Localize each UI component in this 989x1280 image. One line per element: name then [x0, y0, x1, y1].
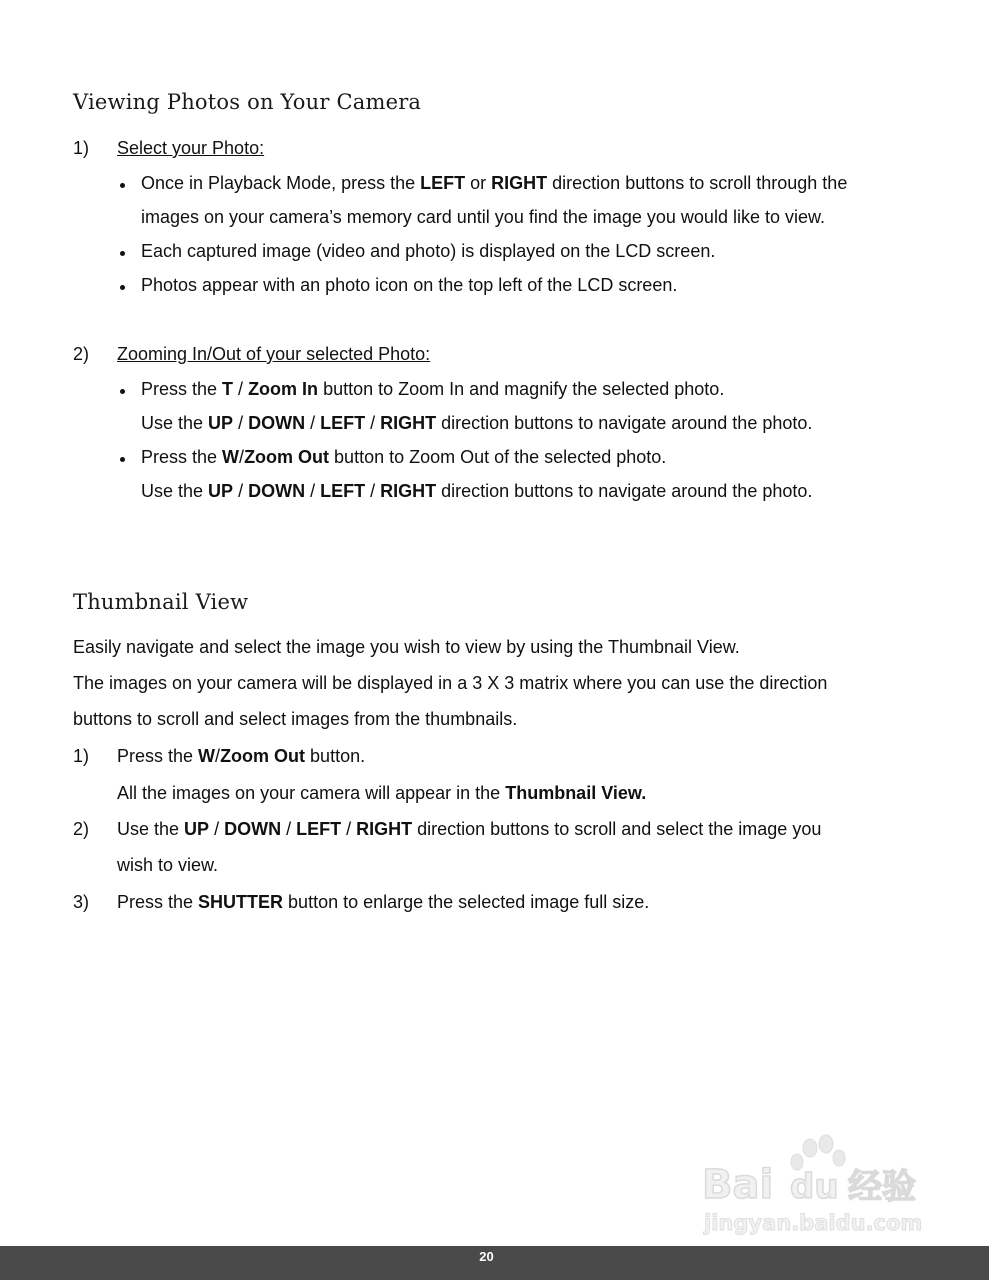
- brand-text-2: du: [790, 1167, 839, 1207]
- key-zoom-in: Zoom In: [248, 379, 319, 399]
- baidu-jingyan-watermark: [700, 1130, 940, 1240]
- step-text: [117, 818, 821, 840]
- text: or: [465, 173, 492, 193]
- bullet-text: Photos appear with an photo icon on the top left of the LCD screen.: [141, 275, 678, 295]
- text: Use the: [141, 413, 209, 433]
- text: Press the: [117, 746, 199, 766]
- bullet-text-continued: images on your camera’s memory card until you find the image you would like to view.: [141, 207, 825, 227]
- brand-text: Bai: [702, 1162, 774, 1208]
- bullet-icon: [120, 251, 125, 256]
- step-text: [117, 891, 649, 913]
- bullet-icon: [120, 183, 125, 188]
- key-down: DOWN: [248, 481, 306, 501]
- cn-text: 经验: [848, 1167, 916, 1207]
- step-number: 2): [73, 819, 90, 839]
- key-w: W: [222, 447, 240, 467]
- paw-toe-icon: [819, 1135, 833, 1153]
- text: Use the: [141, 481, 209, 501]
- key-zoom-out: Zoom Out: [220, 746, 306, 766]
- key-down: DOWN: [248, 413, 306, 433]
- bullet-icon: [120, 389, 125, 394]
- text: Press the: [141, 447, 223, 467]
- thumbnail-view-label: Thumbnail View.: [505, 783, 647, 803]
- bullet-text: [141, 378, 724, 400]
- text: button to enlarge the selected image full size.: [283, 892, 650, 912]
- text: /: [305, 413, 321, 433]
- text: direction buttons to navigate around the photo.: [436, 413, 813, 433]
- key-up: UP: [208, 481, 234, 501]
- text: direction buttons to scroll through the: [547, 173, 848, 193]
- paragraph: The images on your camera will be displayed in a 3 X 3 matrix where you can use the direction: [73, 673, 828, 693]
- key-t: T: [222, 379, 234, 399]
- key-up: UP: [184, 819, 210, 839]
- step-number: 1): [73, 138, 90, 158]
- step-number: 3): [73, 892, 90, 912]
- key-right: RIGHT: [356, 819, 413, 839]
- paragraph: Easily navigate and select the image you wish to view by using the Thumbnail View.: [73, 637, 740, 657]
- section-title-thumbnail-view: Thumbnail View: [73, 590, 249, 614]
- key-w: W: [198, 746, 216, 766]
- text: /: [341, 819, 357, 839]
- bullet-icon: [120, 285, 125, 290]
- key-left: LEFT: [296, 819, 342, 839]
- page-number: 20: [479, 1249, 494, 1264]
- key-right: RIGHT: [380, 481, 437, 501]
- section-title-viewing-photos: Viewing Photos on Your Camera: [73, 90, 422, 114]
- text: All the images on your camera will appear in the: [117, 783, 506, 803]
- key-left: LEFT: [320, 413, 366, 433]
- text: /: [233, 379, 249, 399]
- paw-toe-icon: [803, 1139, 817, 1157]
- key-right: RIGHT: [380, 413, 437, 433]
- key-left: LEFT: [420, 173, 466, 193]
- key-right: RIGHT: [491, 173, 548, 193]
- bullet-text: [141, 446, 666, 468]
- text: direction buttons to navigate around the photo.: [436, 481, 813, 501]
- step-number: 1): [73, 746, 90, 766]
- text: button.: [305, 746, 366, 766]
- step-heading-select-photo: Select your Photo:: [117, 138, 265, 158]
- key-zoom-out: Zoom Out: [244, 447, 330, 467]
- step-number: 2): [73, 344, 90, 364]
- step-heading-zooming: Zooming In/Out of your selected Photo:: [117, 344, 431, 364]
- text: /: [305, 481, 321, 501]
- text: /: [233, 481, 249, 501]
- key-left: LEFT: [320, 481, 366, 501]
- text: /: [365, 481, 381, 501]
- paragraph: buttons to scroll and select images from the thumbnails.: [73, 709, 518, 729]
- bullet-text: [141, 172, 847, 194]
- nav-instruction: [141, 480, 812, 502]
- key-up: UP: [208, 413, 234, 433]
- key-down: DOWN: [224, 819, 282, 839]
- nav-instruction: [141, 412, 812, 434]
- text: button to Zoom In and magnify the selected photo.: [318, 379, 725, 399]
- text: Press the: [117, 892, 199, 912]
- step-text-continued: wish to view.: [117, 855, 219, 875]
- text: /: [281, 819, 297, 839]
- text: Use the: [117, 819, 185, 839]
- text: /: [215, 746, 221, 766]
- step-text-continued: [117, 782, 646, 804]
- step-text: [117, 745, 365, 767]
- text: /: [365, 413, 381, 433]
- paw-toe-icon: [833, 1150, 845, 1166]
- text: direction buttons to scroll and select the image you: [412, 819, 822, 839]
- key-shutter: SHUTTER: [198, 892, 284, 912]
- bullet-icon: [120, 457, 125, 462]
- text: Once in Playback Mode, press the: [141, 173, 421, 193]
- text: /: [239, 447, 245, 467]
- bullet-text: Each captured image (video and photo) is displayed on the LCD screen.: [141, 241, 716, 261]
- text: Press the: [141, 379, 223, 399]
- text: button to Zoom Out of the selected photo.: [329, 447, 667, 467]
- text: /: [209, 819, 225, 839]
- text: /: [233, 413, 249, 433]
- url-text: jingyan.baidu.com: [704, 1211, 923, 1235]
